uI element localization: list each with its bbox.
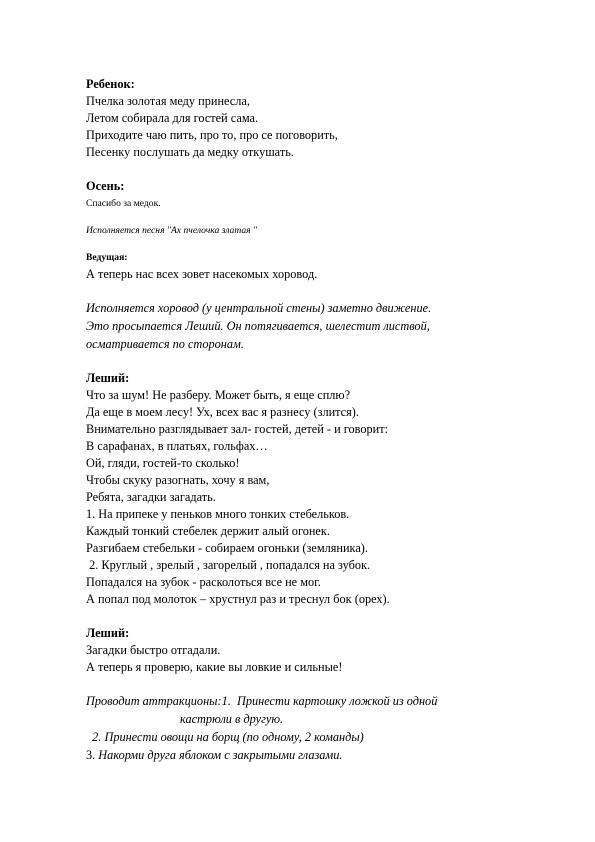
verse-line: 2. Круглый , зрелый , загорелый , попадался на зубок.	[86, 558, 371, 572]
verse-line: Приходите чаю пить, про то, про се поговорить,	[86, 128, 338, 142]
verse-line: Загадки быстро отгадали.	[86, 643, 221, 657]
speaker-leshy: Леший:	[86, 626, 130, 640]
verse-line: Чтобы скуку разогнать, хочу я вам,	[86, 473, 270, 487]
speaker-leshy: Леший:	[86, 371, 130, 385]
verse-line: В сарафанах, в платьях, гольфах…	[86, 439, 268, 453]
verse-line: Что за шум! Не разберу. Может быть, я еще сплю?	[86, 388, 351, 402]
verse-line: Пчелка золотая меду принесла,	[86, 94, 250, 108]
verse-line: Внимательно разглядывает зал- гостей, детей - и говорит:	[86, 422, 389, 436]
verse-line: А теперь нас всех зовет насекомых хоровод.	[86, 267, 318, 281]
attraction-text: Накорми друга яблоком с закрытыми глазами.	[98, 748, 343, 762]
stage-direction: Это просыпается Леший. Он потягивается, шелестит листвой,	[86, 319, 430, 333]
verse-line: А попал под молоток – хрустнул раз и треснул бок (орех).	[86, 592, 390, 606]
attractions-line: 2. Принести овощи на борщ (по одному, 2 команды)	[86, 730, 364, 744]
verse-line: Ой, гляди, гостей-то сколько!	[86, 456, 240, 470]
verse-line: Летом собирала для гостей сама.	[86, 111, 259, 125]
verse-line: А теперь я проверю, какие вы ловкие и сильные!	[86, 660, 343, 674]
stage-direction: осматривается по сторонам.	[86, 337, 244, 351]
stage-direction: Исполняется хоровод (у центральной стены) заметно движение.	[86, 301, 432, 315]
attractions-line	[86, 747, 343, 763]
verse-line: Попадался на зубок - расколоться все не мог.	[86, 575, 321, 589]
speaker-child: Ребенок:	[86, 77, 135, 91]
attractions-line: кастрюли в другую.	[180, 712, 284, 726]
attraction-number: 3.	[86, 748, 99, 762]
verse-line: Разгибаем стебельки - собираем огоньки (земляника).	[86, 541, 368, 555]
verse-line: Ребята, загадки загадать.	[86, 490, 216, 504]
stage-direction-song: Исполняется песня "Ах пчелочка златая "	[86, 225, 258, 236]
speaker-host: Ведущая:	[86, 252, 128, 263]
verse-line: 1. На припеке у пеньков много тонких стебельков.	[86, 507, 350, 521]
verse-line: Да еще в моем лесу! Ух, всех вас я разнесу (злится).	[86, 405, 359, 419]
speaker-autumn: Осень:	[86, 179, 125, 193]
verse-line: Каждый тонкий стебелек держит алый огонек.	[86, 524, 330, 538]
attractions-line: Проводит аттракционы:1. Принести картошку ложкой из одной	[86, 694, 438, 708]
verse-line: Спасибо за медок.	[86, 198, 161, 209]
verse-line: Песенку послушать да медку откушать.	[86, 145, 294, 159]
